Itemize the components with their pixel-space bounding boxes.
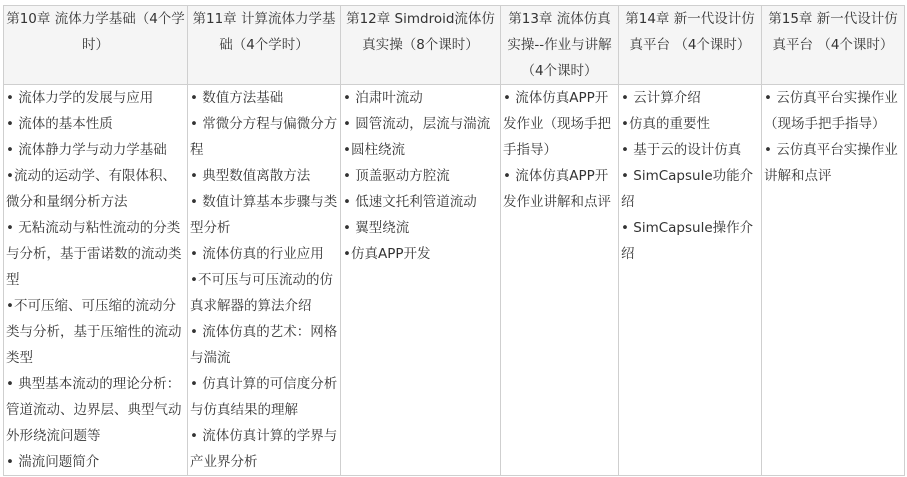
topic-item: •不可压缩、可压缩的流动分类与分析，基于压缩性的流动类型: [6, 298, 182, 366]
topic-item: • 顶盖驱动方腔流: [343, 168, 450, 184]
chapter-11-header: 第11章 计算流体力学基础（4个学时）: [188, 6, 341, 85]
chapter-12-topics: [341, 85, 501, 476]
topic-item: • 数值方法基础: [190, 90, 284, 106]
topic-item: • 典型基本流动的理论分析：管道流动、边界层、典型气动外形绕流问题等: [6, 376, 182, 444]
topic-item: • 流体静力学与动力学基础: [6, 142, 167, 158]
topic-item: • 圆管流动，层流与湍流: [343, 116, 491, 132]
topic-item: • SimCapsule功能介绍: [621, 168, 754, 210]
content-row: [4, 85, 905, 476]
chapter-15-header: 第15章 新一代设计仿真平台 （4个课时）: [762, 6, 905, 85]
topic-item: • 数值计算基本步骤与类型分析: [190, 194, 338, 236]
chapter-10-topics: [4, 85, 188, 476]
topic-item: • 泊肃叶流动: [343, 90, 423, 106]
syllabus-table-wrapper: [3, 5, 905, 476]
topic-item: • SimCapsule操作介绍: [621, 220, 754, 262]
topic-item: •圆柱绕流: [343, 142, 405, 158]
chapter-11-topics: [188, 85, 341, 476]
chapter-13-topics: [501, 85, 619, 476]
chapter-13-header: 第13章 流体仿真实操--作业与讲解（4个课时）: [501, 6, 619, 85]
syllabus-table: [3, 5, 905, 476]
topic-item: •流动的运动学、有限体积、微分和量纲分析方法: [6, 168, 176, 210]
topic-item: • 翼型绕流: [343, 220, 410, 236]
topic-item: • 基于云的设计仿真: [621, 142, 742, 158]
topic-item: • 低速文托利管道流动: [343, 194, 477, 210]
topic-item: • 流体的基本性质: [6, 116, 113, 132]
chapter-12-header: 第12章 Simdroid流体仿真实操（8个课时）: [341, 6, 501, 85]
topic-item: • 流体仿真计算的学界与产业界分析: [190, 428, 338, 470]
chapter-14-header: 第14章 新一代设计仿真平台 （4个课时）: [619, 6, 762, 85]
topic-item: • 流体力学的发展与应用: [6, 90, 154, 106]
topic-item: • 流体仿真APP开发作业讲解和点评: [503, 168, 611, 210]
topic-item: • 典型数值离散方法: [190, 168, 311, 184]
topic-item: • 流体仿真的艺术：网格与湍流: [190, 324, 338, 366]
topic-item: •不可压与可压流动的仿真求解器的算法介绍: [190, 272, 333, 314]
topic-item: • 仿真计算的可信度分析与仿真结果的理解: [190, 376, 338, 418]
topic-item: • 流体仿真APP开发作业（现场手把手指导）: [503, 90, 611, 158]
topic-item: •仿真的重要性: [621, 116, 710, 132]
topic-item: •仿真APP开发: [343, 246, 431, 262]
chapter-10-header: 第10章 流体力学基础（4个学时）: [4, 6, 188, 85]
chapter-15-topics: [762, 85, 905, 476]
topic-item: • 无粘流动与粘性流动的分类与分析，基于雷诺数的流动类型: [6, 220, 182, 288]
topic-item: • 流体仿真的行业应用: [190, 246, 324, 262]
header-row: [4, 6, 905, 85]
topic-item: • 常微分方程与偏微分方程: [190, 116, 338, 158]
topic-item: • 湍流问题简介: [6, 454, 100, 470]
chapter-14-topics: [619, 85, 762, 476]
topic-item: • 云仿真平台实操作业（现场手把手指导）: [764, 90, 898, 132]
topic-item: • 云计算介绍: [621, 90, 701, 106]
topic-item: • 云仿真平台实操作业讲解和点评: [764, 142, 898, 184]
